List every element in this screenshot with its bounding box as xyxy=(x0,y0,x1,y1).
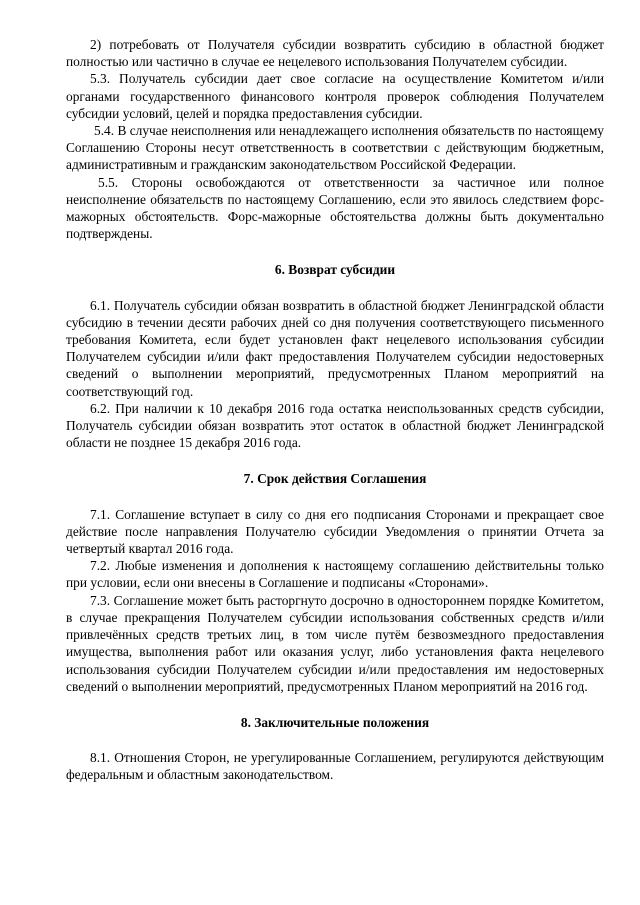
spacer xyxy=(66,731,604,749)
paragraph-7-1: 7.1. Соглашение вступает в силу со дня его подписания Сторонами и прекращает свое действие после направления Получателю субсидии Уведомления о принятии Отчета за четвертый квартал 2016 года. xyxy=(66,506,604,557)
paragraph-6-2: 6.2. При наличии к 10 декабря 2016 года остатка неиспользованных средств субсидии, Получатель субсидии обязан возвратить этот остаток в областной бюджет Ленинградской области не позднее 15 декабря 2016 года. xyxy=(66,400,604,451)
paragraph-5-4: 5.4. В случае неисполнения или ненадлежащего исполнения обязательств по настоящему Соглашению Стороны несут ответственность в соответствии с действующим бюджетным, административным и гражданским законодательством Российской Федерации. xyxy=(66,123,604,173)
section-7-heading: 7. Срок действия Соглашения xyxy=(243,471,427,487)
paragraph-6-1: 6.1. Получатель субсидии обязан возвратить в областной бюджет Ленинградской области субсидию в течении десяти рабочих дней со дня получения соответствующего письменного требования Комитета, если будет установлен факт нецелевого использования субсидии Получателем субсидии и/или факт предоставления Получателем субсидии недостоверных сведений о выполнении мероприятий, предусмотренных Планом мероприятий на соответствующий год. xyxy=(66,297,604,399)
paragraph-8-1: 8.1. Отношения Сторон, не урегулированные Соглашением, регулируются действующим федеральным и областным законодательством. xyxy=(66,750,604,783)
spacer xyxy=(66,242,604,261)
paragraph-5-2-item-2: 2) потребовать от Получателя субсидии возвратить субсидию в областной бюджет полностью или частично в случае ее нецелевого использования Получателем субсидии. xyxy=(66,37,604,70)
spacer xyxy=(66,488,604,506)
paragraph-5-5: 5.5. Стороны освобождаются от ответственности за частичное или полное неисполнение обязательств по настоящему Соглашению, если это явилось следствием форс-мажорных обстоятельств. Форс-мажорные обстоятельства должны быть документально подтверждены. xyxy=(66,174,604,242)
section-8-heading: 8. Заключительные положения xyxy=(240,714,430,730)
paragraph-7-2: 7.2. Любые изменения и дополнения к настоящему соглашению действительны только при условии, если они внесены в Соглашение и подписаны «Сторонами». xyxy=(66,558,604,591)
spacer xyxy=(66,279,604,297)
paragraph-7-3: 7.3. Соглашение может быть расторгнуто досрочно в одностороннем порядке Комитетом, в случае прекращения Получателем субсидии использования собственных средств и/или привлечённых средств третьих лиц, в том числе путём безвозмездного предоставления имущества, выполнения работ или оказания услуг, либо установления факта нецелевого использования субсидии Получателем субсидии и/или предоставления им недостоверных сведений о выполнении мероприятий, предусмотренных Планом мероприятий на 2016 год. xyxy=(66,592,604,694)
section-6-heading: 6. Возврат субсидии xyxy=(274,262,396,278)
spacer xyxy=(66,451,604,470)
spacer xyxy=(66,695,604,714)
paragraph-5-3: 5.3. Получатель субсидии дает свое согласие на осуществление Комитетом и/или органами государственного финансового контроля проверок соблюдения Получателем субсидии условий, целей и порядка предоставления субсидии. xyxy=(66,71,604,121)
